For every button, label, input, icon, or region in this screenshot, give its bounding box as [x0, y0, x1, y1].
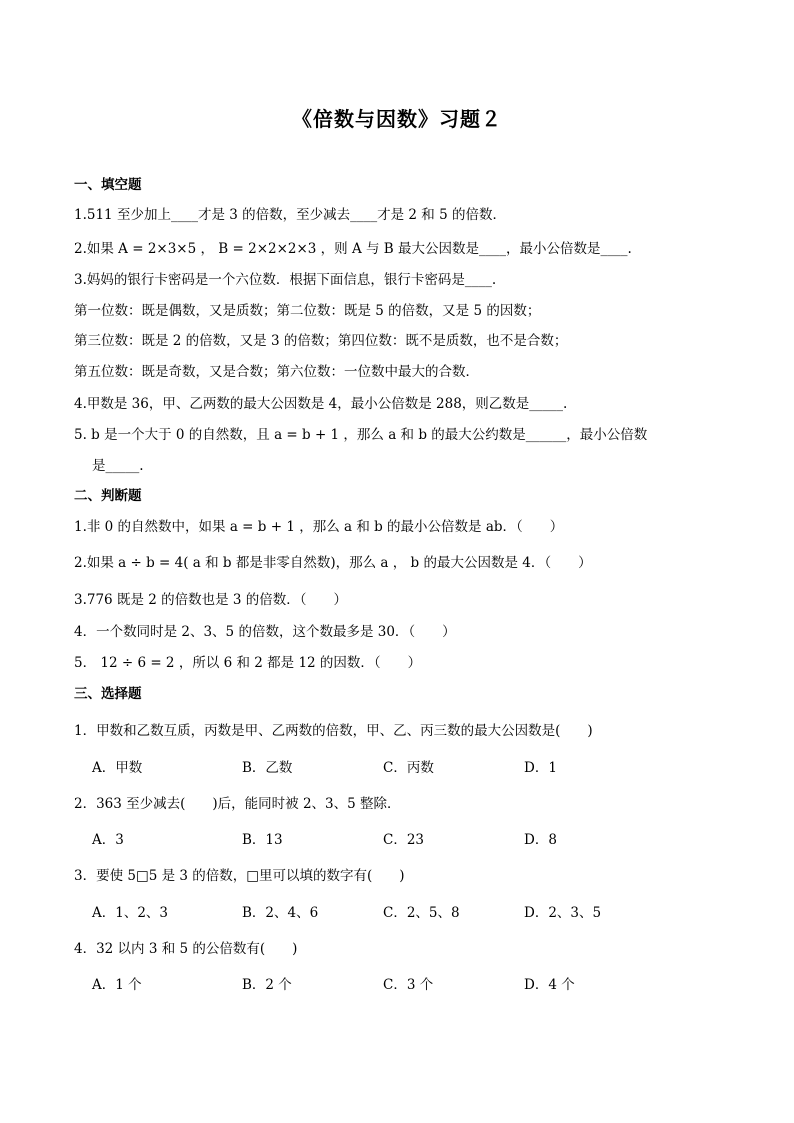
fill-question-4: 4.甲数是 36，甲、乙两数的最大公因数是 4，最小公倍数是 288，则乙数是_____.: [74, 396, 568, 412]
choice-4-option-b: B．2 个: [242, 977, 292, 993]
choice-1-option-a: A．甲数: [92, 760, 143, 776]
section-choice-heading: 三、选择题: [74, 686, 142, 702]
choice-3-option-b: B．2、4、6: [242, 905, 319, 921]
fill-question-2: 2.如果 A = 2×3×5 ， B = 2×2×2×3 ，则 A 与 B 最大公因数是____，最小公倍数是____.: [74, 241, 632, 257]
fill-question-1: 1.511 至少加上____才是 3 的倍数，至少减去____才是 2 和 5 的倍数．: [74, 207, 506, 223]
choice-2-option-b: B．13: [242, 832, 283, 848]
fill-question-3-clue-b: 第三位数：既是 2 的倍数，又是 3 的倍数；第四位数：既不是质数，也不是合数；: [74, 333, 568, 349]
choice-1-option-d: D．1: [524, 760, 557, 776]
choice-question-2: 2．363 至少减去( )后，能同时被 2、3、5 整除．: [74, 796, 401, 812]
choice-3-option-a: A．1、2、3: [92, 905, 169, 921]
judge-question-2: 2.如果 a ÷ b = 4( a 和 b 都是非零自然数)，那么 a ， b 的最大公因数是 4．（ ）: [74, 555, 592, 571]
fill-question-3: 3.妈妈的银行卡密码是一个六位数．根据下面信息，银行卡密码是____.: [74, 272, 497, 288]
fill-question-5-cont: 是_____.: [92, 458, 144, 474]
choice-3-option-d: D．2、3、5: [524, 905, 602, 921]
fill-question-3-clue-c: 第五位数：既是奇数，又是合数；第六位数：一位数中最大的合数．: [74, 364, 479, 380]
judge-question-3: 3.776 既是 2 的倍数也是 3 的倍数．（ ）: [74, 592, 348, 608]
choice-question-4: 4．32 以内 3 和 5 的公倍数有( ): [74, 941, 298, 957]
section-judge-heading: 二、判断题: [74, 488, 142, 504]
fill-question-5: 5. b 是一个大于 0 的自然数，且 a = b + 1 ，那么 a 和 b 的最大公约数是______，最小公倍数: [74, 427, 648, 443]
judge-question-1: 1.非 0 的自然数中，如果 a = b + 1 ，那么 a 和 b 的最小公倍数是 ab．（ ）: [74, 519, 564, 535]
fill-question-3-clue-a: 第一位数：既是偶数，又是质数；第二位数：既是 5 的倍数，又是 5 的因数；: [74, 303, 541, 319]
choice-4-option-a: A．1 个: [92, 977, 142, 993]
choice-2-option-c: C．23: [383, 832, 425, 848]
page-title: 《倍数与因数》习题２: [292, 107, 502, 131]
choice-2-option-a: A．3: [92, 832, 124, 848]
choice-3-option-c: C．2、5、8: [383, 905, 460, 921]
choice-question-1: 1．甲数和乙数互质，丙数是甲、乙两数的倍数，甲、乙、丙三数的最大公因数是( ): [74, 723, 593, 739]
section-fill-heading: 一、填空题: [74, 177, 142, 193]
choice-question-3: 3．要使 5□5 是 3 的倍数，□里可以填的数字有( ): [74, 868, 405, 884]
judge-question-5: 5． 12 ÷ 6 = 2 ，所以 6 和 2 都是 12 的因数．（ ）: [74, 655, 422, 671]
choice-1-option-b: B．乙数: [242, 760, 293, 776]
choice-1-option-c: C．丙数: [383, 760, 434, 776]
judge-question-4: 4．一个数同时是 2、3、5 的倍数，这个数最多是 30．（ ）: [74, 624, 456, 640]
choice-4-option-c: C．3 个: [383, 977, 434, 993]
choice-2-option-d: D．8: [524, 832, 557, 848]
choice-4-option-d: D．4 个: [524, 977, 575, 993]
